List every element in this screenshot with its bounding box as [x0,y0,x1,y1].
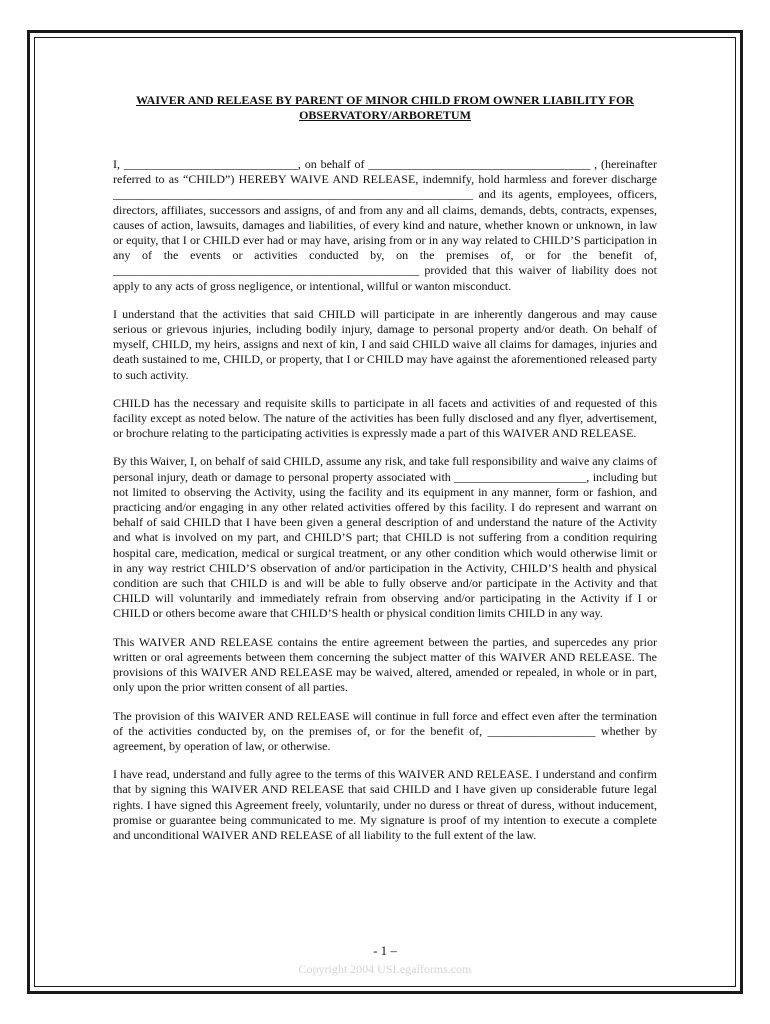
paragraph-inherent-danger: I understand that the activities that said CHILD will participate in are inherently dangerous and may cause serious or grievous injuries, including bodily injury, damage to personal property and/or death. On behalf of myself, CHILD, my heirs, assigns and next of kin, I and said CHILD waive all claims for damages, injuries and death sustained to me, CHILD, or property, that I or CHILD may have against the aforementioned released party to such activity. [113,306,657,382]
paragraph-release-parties: I, _____________________________, on behalf of _____________________________________ , (hereinafter referred to as “CHILD”) HEREBY WAIVE AND RELEASE, indemnify, hold harmless and forever discharge ____________________________________________________________ and its agents, employees, officers, directors, affiliates, successors and assigns, of and from any and all claims, demands, debts, contracts, expenses, causes of action, lawsuits, damages and liabilities, of every kind and nature, whether known or unknown, in law or equity, that I or CHILD ever had or may have, arising from or in any way related to CHILD’S participation in any of the events or activities conducted by, on the premises of, or for the benefit of, ___________________________________________________ provided that this waiver of liability does not apply to any acts of gross negligence, or intentional, willful or wanton misconduct. [113,157,657,293]
paragraph-acknowledgement: I have read, understand and fully agree to the terms of this WAIVER AND RELEASE. I understand and confirm that by signing this WAIVER AND RELEASE that said CHILD and I have given up considerable future legal rights. I have signed this Agreement freely, voluntarily, under no duress or threat of duress, without inducement, promise or guarantee being communicated to me. My signature is proof of my intention to execute a complete and unconditional WAIVER AND RELEASE of all liability to the full extent of the law. [113,767,657,842]
paragraph-entire-agreement: This WAIVER AND RELEASE contains the entire agreement between the parties, and supercedes any prior written or oral agreements between them concerning the subject matter of this WAIVER AND RELEASE. The provisions of this WAIVER AND RELEASE may be waived, altered, amended or repealed, in whole or in part, only upon the prior written consent of all parties. [113,634,657,695]
paragraph-child-skills: CHILD has the necessary and requisite skills to participate in all facets and activities of and requested of this facility except as noted below. The nature of the activities has been fully disclosed and any flyer, advertisement, or brochure relating to the participating activities is expressly made a part of this WAIVER AND RELEASE. [113,395,657,441]
copyright-watermark: Copyright 2004 USLegalforms.com [298,962,472,976]
paragraph-survival: The provision of this WAIVER AND RELEASE will continue in full force and effect even after the termination of the activities conducted by, on the premises of, or for the benefit of, __________________ whether by agreement, by operation of law, or otherwise. [113,708,657,753]
title-line-2: OBSERVATORY/ARBORETUM [299,108,471,122]
document-body [113,157,657,843]
title-line-1: WAIVER AND RELEASE BY PARENT OF MINOR CHILD FROM OWNER LIABILITY FOR [136,93,634,107]
paragraph-assumption-of-risk: By this Waiver, I, on behalf of said CHILD, assume any risk, and take full responsibility and waive any claims of personal injury, death or damage to personal property associated with ______________________, including but not limited to observing the Activity, using the facility and its equipment in any manner, form or fashion, and practicing and/or engaging in any other related activities offered by this facility. I do represent and warrant on behalf of said CHILD that I have been given a general description of and understand the nature of the Activity and what is involved on my part, and CHILD’S part; that CHILD is not suffering from a condition requiring hospital care, medication, medical or surgical treatment, or any other condition which would otherwise limit or in any way restrict CHILD’S observation of and/or participation in the Activity, CHILD’S health and physical condition are such that CHILD is and will be able to fully observe and/or participate in the Activity and that CHILD will voluntarily and immediately refrain from observing and/or participating in the Activity if I or CHILD or others become aware that CHILD’S health or physical condition limits CHILD in any way. [113,454,657,621]
page-number: - 1 – [373,943,397,958]
document-title [113,93,657,123]
document-page [113,93,657,856]
